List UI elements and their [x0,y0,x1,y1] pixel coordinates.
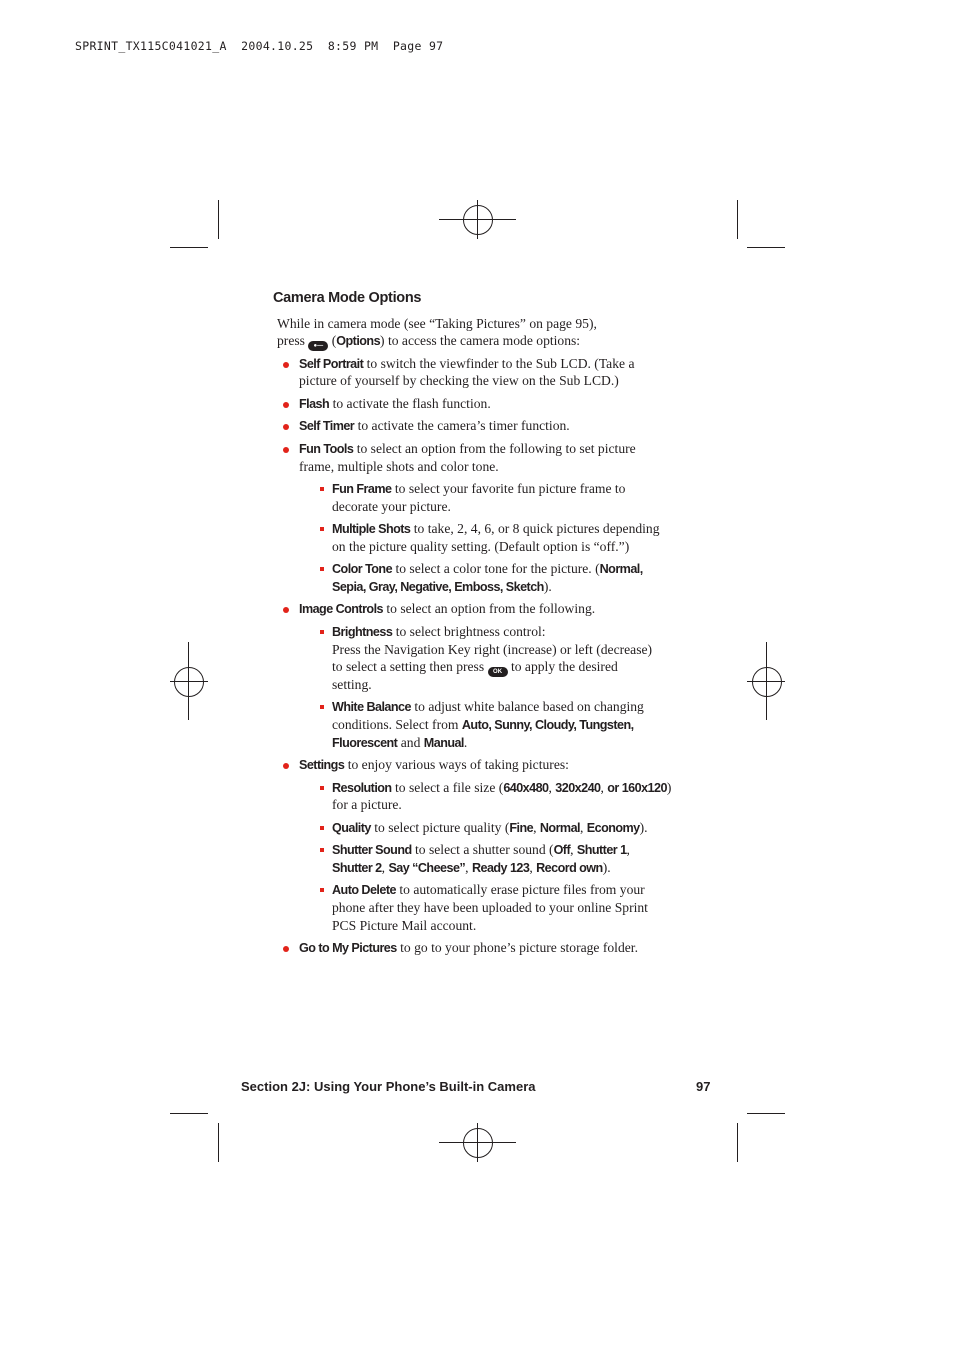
sub-item-text: Fluorescent and Manual. [332,735,468,750]
left-softkey-icon: ●— [308,341,328,351]
list-item-settings: Settings to enjoy various ways of taking pictures: [299,757,569,772]
bullet-icon [283,362,289,368]
sub-item-text: phone after they have been uploaded to your online Sprint [332,900,648,915]
bullet-icon [283,402,289,408]
section-title: Camera Mode Options [273,290,422,306]
sub-item-text: Press the Navigation Key right (increase) or left (decrease) [332,642,653,657]
sub-bullet-icon [320,826,324,830]
sub-bullet-icon [320,888,324,892]
list-item-self-portrait: Self Portrait to switch the viewfinder to the Sub LCD. (Take a [299,356,635,371]
sub-item-auto-delete: Auto Delete to automatically erase picture files from your [332,882,645,897]
footer-section-title: Section 2J: Using Your Phone’s Built-in Camera [241,1079,536,1094]
ok-key-icon: OK [488,667,508,677]
bullet-icon [283,607,289,613]
sub-bullet-icon [320,848,324,852]
sub-item-text: for a picture. [332,797,402,812]
page-number: 97 [696,1079,711,1094]
sub-bullet-icon [320,705,324,709]
bullet-icon [283,424,289,430]
sub-item-text: conditions. Select from Auto, Sunny, Cloudy, Tungsten, [332,717,634,732]
sub-item-text: to select a setting then press OK to apply the desired [332,659,618,675]
sub-bullet-icon [320,527,324,531]
bullet-icon [283,447,289,453]
list-item-self-timer: Self Timer to activate the camera’s timer function. [299,418,570,433]
list-item-fun-tools: Fun Tools to select an option from the following to set picture [299,441,636,456]
sub-item-text: PCS Picture Mail account. [332,918,477,933]
bullet-icon [283,763,289,769]
sub-bullet-icon [320,630,324,634]
sub-item-resolution: Resolution to select a file size (640x480, 320x240, or 160x120) [332,780,672,795]
sub-item-shutter-sound: Shutter Sound to select a shutter sound (Off, Shutter 1, [332,842,630,857]
sub-bullet-icon [320,487,324,491]
sub-item-multiple-shots: Multiple Shots to take, 2, 4, 6, or 8 quick pictures depending [332,521,660,536]
print-slug-line: SPRINT_TX115C041021_A 2004.10.25 8:59 PM Page 97 [75,39,444,53]
list-item-text: picture of yourself by checking the view on the Sub LCD.) [299,373,619,388]
list-item-text: frame, multiple shots and color tone. [299,459,499,474]
sub-item-white-balance: White Balance to adjust white balance based on changing [332,699,644,714]
sub-item-text: on the picture quality setting. (Default option is “off.”) [332,539,630,554]
sub-item-text: Sepia, Gray, Negative, Emboss, Sketch). [332,579,552,594]
sub-item-fun-frame: Fun Frame to select your favorite fun picture frame to [332,481,626,496]
sub-bullet-icon [320,786,324,790]
sub-item-text: decorate your picture. [332,499,451,514]
list-item-image-controls: Image Controls to select an option from the following. [299,601,596,616]
list-item-flash: Flash to activate the flash function. [299,396,491,411]
list-item-go-to-my-pictures: Go to My Pictures to go to your phone’s picture storage folder. [299,940,638,955]
sub-item-text: setting. [332,677,372,692]
sub-item-text: Shutter 2, Say “Cheese”, Ready 123, Record own). [332,860,611,875]
sub-item-quality: Quality to select picture quality (Fine, Normal, Economy). [332,820,648,835]
sub-item-brightness: Brightness to select brightness control: [332,624,546,639]
bullet-icon [283,946,289,952]
sub-bullet-icon [320,567,324,571]
intro-line-2: press ●— (Options) to access the camera mode options: [277,333,581,349]
sub-item-color-tone: Color Tone to select a color tone for the picture. (Normal, [332,561,643,576]
intro-line-1: While in camera mode (see “Taking Pictures” on page 95), [277,316,597,331]
